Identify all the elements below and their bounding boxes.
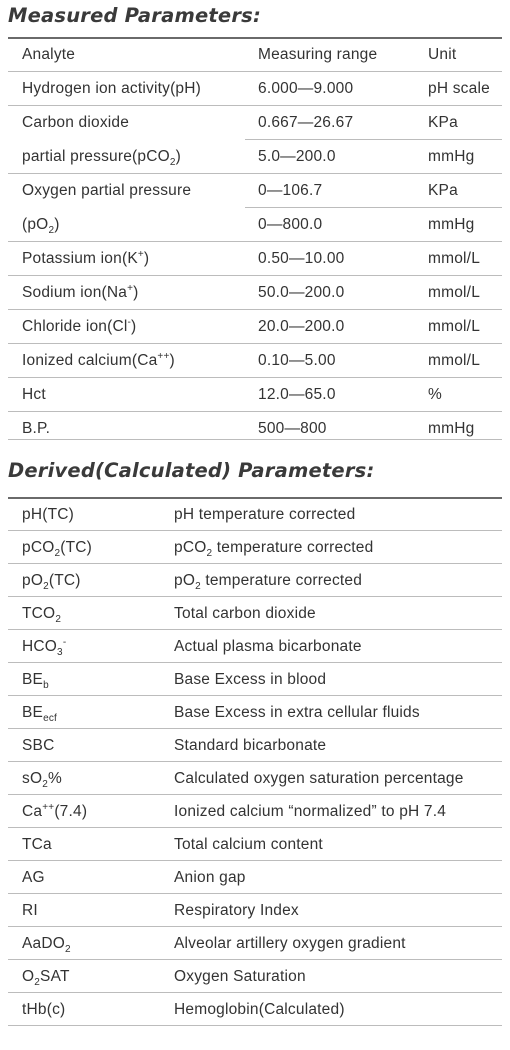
analyte-cell: Carbon dioxide xyxy=(22,114,130,131)
desc-cell: pCO$_2$ temperature corrected xyxy=(174,539,374,560)
code-cell: $pO_2(TC)$ xyxy=(22,572,81,593)
desc-cell: Anion gap xyxy=(174,869,246,886)
range-cell: 50.0—200.0 xyxy=(258,284,345,301)
row-divider xyxy=(8,629,502,630)
desc-cell: Alveolar artillery oxygen gradient xyxy=(174,935,406,952)
unit-cell: mmHg xyxy=(428,420,475,437)
unit-cell: mmol/L xyxy=(428,352,481,369)
unit-cell: mmol/L xyxy=(428,250,481,267)
row-divider xyxy=(245,207,502,208)
code-cell: AaDO$_2$ xyxy=(22,935,71,956)
code-cell: $O_2SAT$ xyxy=(22,968,70,989)
analyte-cell: Potassium ion(K+) xyxy=(22,248,150,267)
row-divider xyxy=(8,105,502,106)
range-cell: 5.0—200.0 xyxy=(258,148,336,165)
desc-cell: Ionized calcium “normalized” to pH 7.4 xyxy=(174,803,447,820)
unit-cell: KPa xyxy=(428,182,458,199)
analyte-cell: Hydrogen ion activity(pH) xyxy=(22,80,202,97)
analyte-cell: B.P. xyxy=(22,420,51,437)
row-divider xyxy=(8,761,502,762)
row-divider xyxy=(8,827,502,828)
unit-cell: mmol/L xyxy=(428,318,481,335)
row-divider xyxy=(8,411,502,412)
row-divider xyxy=(8,530,502,531)
analyte-cell: Sodium ion(Na+) xyxy=(22,282,139,301)
desc-cell: Base Excess in blood xyxy=(174,671,327,688)
row-divider xyxy=(245,139,502,140)
row-divider xyxy=(8,439,502,440)
row-divider xyxy=(8,71,502,72)
analyte-cell: Oxygen partial pressure xyxy=(22,182,192,199)
analyte-cell: Hct xyxy=(22,386,46,403)
range-cell: 20.0—200.0 xyxy=(258,318,345,335)
row-divider xyxy=(8,377,502,378)
range-cell: 0.667—26.67 xyxy=(258,114,354,131)
code-cell: $BE_{ecf}$ xyxy=(22,704,58,725)
desc-cell: Total calcium content xyxy=(174,836,323,853)
row-divider xyxy=(8,173,502,174)
row-divider xyxy=(8,893,502,894)
desc-cell: Base Excess in extra cellular fluids xyxy=(174,704,420,721)
analyte-cell: Chloride ion(Cl-) xyxy=(22,316,137,335)
unit-cell: KPa xyxy=(428,114,458,131)
code-cell: pH(TC) xyxy=(22,506,74,523)
header-unit: Unit xyxy=(428,46,457,63)
row-divider xyxy=(8,596,502,597)
code-cell: $HCO_3^-$ xyxy=(22,636,67,659)
row-divider xyxy=(8,992,502,993)
range-cell: 6.000—9.000 xyxy=(258,80,354,97)
analyte-cell: $(pO_2)$ xyxy=(22,216,60,237)
row-divider xyxy=(8,309,502,310)
code-cell: tHb(c) xyxy=(22,1001,66,1018)
range-cell: 12.0—65.0 xyxy=(258,386,336,403)
range-cell: 0—106.7 xyxy=(258,182,323,199)
code-cell: SBC xyxy=(22,737,55,754)
row-divider xyxy=(8,794,502,795)
row-divider xyxy=(8,1025,502,1026)
desc-cell: Standard bicarbonate xyxy=(174,737,327,754)
code-cell: $sO_2\%$ xyxy=(22,770,62,791)
range-cell: 0—800.0 xyxy=(258,216,323,233)
row-divider xyxy=(8,563,502,564)
desc-cell: Oxygen Saturation xyxy=(174,968,306,985)
range-cell: 0.10—5.00 xyxy=(258,352,336,369)
unit-cell: mmol/L xyxy=(428,284,481,301)
code-cell: Ca++(7.4) xyxy=(22,801,88,820)
code-cell: TCa xyxy=(22,836,52,853)
range-cell: 0.50—10.00 xyxy=(258,250,345,267)
desc-cell: Hemoglobin(Calculated) xyxy=(174,1001,345,1018)
unit-cell: mmHg xyxy=(428,148,475,165)
measured-parameters-title: Measured Parameters: xyxy=(8,4,261,27)
analyte-cell: Ionized calcium(Ca++) xyxy=(22,350,175,369)
derived-parameters-title: Derived(Calculated) Parameters: xyxy=(8,459,375,482)
header-analyte: Analyte xyxy=(22,46,76,63)
header-top-rule xyxy=(8,37,502,39)
row-divider xyxy=(8,926,502,927)
code-cell: RI xyxy=(22,902,38,919)
row-divider xyxy=(8,959,502,960)
code-cell: AG xyxy=(22,869,45,886)
code-cell: $BE_b$ xyxy=(22,671,49,692)
unit-cell: pH scale xyxy=(428,80,490,97)
row-divider xyxy=(8,695,502,696)
desc-cell: pH temperature corrected xyxy=(174,506,356,523)
unit-cell: % xyxy=(428,386,442,403)
desc-cell: Respiratory Index xyxy=(174,902,299,919)
unit-cell: mmHg xyxy=(428,216,475,233)
code-cell: pCO$_2$(TC) xyxy=(22,539,93,560)
derived-top-rule xyxy=(8,497,502,499)
desc-cell: Total carbon dioxide xyxy=(174,605,316,622)
range-cell: 500—800 xyxy=(258,420,327,437)
row-divider xyxy=(8,662,502,663)
row-divider xyxy=(8,860,502,861)
header-measuring-range: Measuring range xyxy=(258,46,378,63)
row-divider xyxy=(8,728,502,729)
code-cell: $TCO_2$ xyxy=(22,605,62,626)
row-divider xyxy=(8,241,502,242)
row-divider xyxy=(8,275,502,276)
desc-cell: $pO_2$ temperature corrected xyxy=(174,572,363,593)
desc-cell: Calculated oxygen saturation percentage xyxy=(174,770,464,787)
desc-cell: Actual plasma bicarbonate xyxy=(174,638,362,655)
analyte-cell: partial pressure(pCO$_2$) xyxy=(22,148,181,169)
row-divider xyxy=(8,343,502,344)
